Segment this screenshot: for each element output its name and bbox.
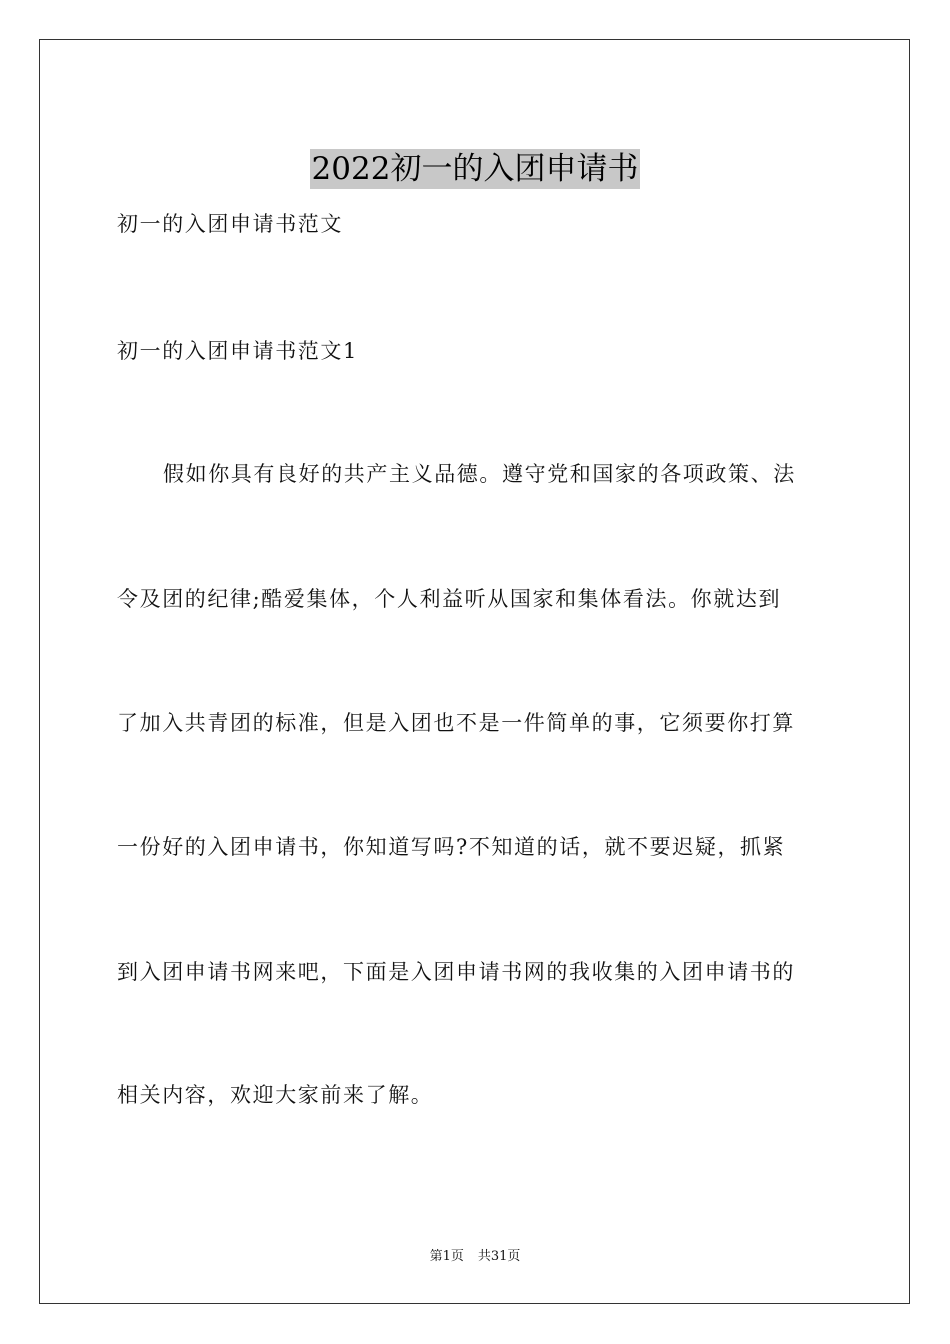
total-pages: 共31页 [477, 1249, 521, 1264]
page-number: 第1页 [429, 1249, 464, 1264]
title-container [0, 128, 950, 210]
document-subtitle: 初一的入团申请书范文 [117, 212, 343, 236]
paragraph-line: 令及团的纪律;酷爱集体，个人利益听从国家和集体看法。你就达到 [117, 587, 782, 611]
paragraph-line: 到入团申请书网来吧，下面是入团申请书网的我收集的入团申请书的 [117, 960, 795, 984]
paragraph-line: 了加入共青团的标准，但是入团也不是一件简单的事，它须要你打算 [117, 711, 795, 735]
document-title: 2022初一的入团申请书 [311, 150, 639, 187]
page-footer [0, 1248, 950, 1266]
paragraph-line: 相关内容，欢迎大家前来了解。 [117, 1083, 434, 1107]
section-heading: 初一的入团申请书范文1 [117, 339, 358, 363]
paragraph-line: 一份好的入团申请书，你知道写吗?不知道的话，就不要迟疑，抓紧 [117, 835, 786, 859]
paragraph-line: 假如你具有良好的共产主义品德。遵守党和国家的各项政策、法 [163, 462, 796, 486]
